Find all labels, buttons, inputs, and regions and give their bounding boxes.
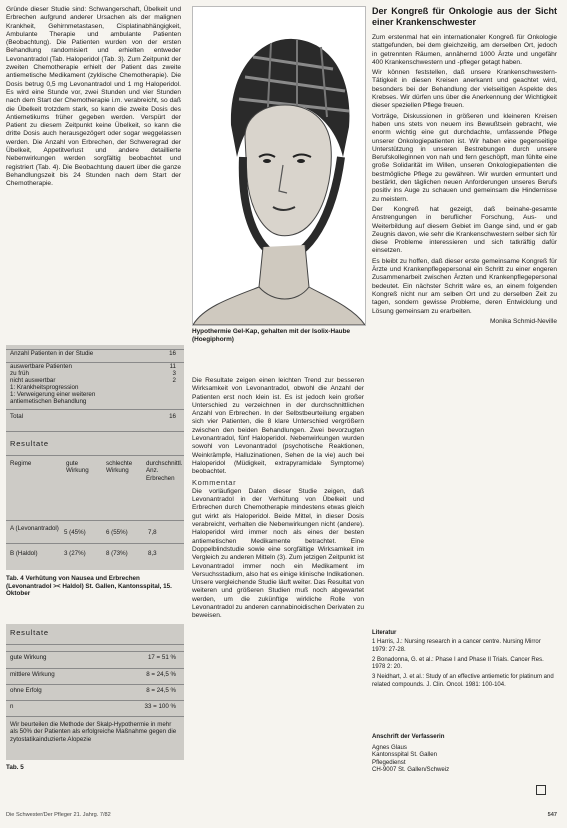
literature-heading: Literatur [372, 630, 397, 636]
right-column [372, 6, 557, 326]
table-cell: 11 [169, 363, 176, 370]
results-heading: Resultate [10, 439, 49, 448]
table-cell: 5 (45%) [64, 529, 86, 536]
table-row [10, 391, 130, 406]
right-paragraph: Vorträge, Diskussionen in größeren und kleineren Kreisen haben uns stets von neuem ins Bewußtsein gebracht, wie enorm wichtig eine gut durchdachte, umfassende Pflege unserer Onkologiepatienten ist. Wir haben eine gegenseitige Unterstützung in unseren Bestrebungen durch unsere Berufskolleginnen von nah und fern geschöpft, man fühlte eine große Solidarität im Willen, unseren Onkologiepatienten die bestmögliche Pflege zu gewähren. Wir wurden ermuntert und bestärkt, den täglichen neuen Anforderungen unseres Berufs positiv ins Auge zu schauen und gemeinsam die Hindernisse zu meistern. [372, 112, 557, 203]
table-row [6, 349, 184, 360]
column-header: schlechte Wirkung [106, 460, 133, 475]
table-cell: B (Haldol) [10, 550, 38, 557]
table-row [6, 409, 184, 420]
table-cell: gute Wirkung [10, 654, 47, 661]
table-cell: 6 (55%) [106, 529, 128, 536]
table-cell: 16 [169, 413, 176, 420]
page-number: 547 [547, 812, 557, 818]
right-paragraph: Wir können feststellen, daß unsere Krankenschwestern-Tätigkeit in diesen Kreisen anerkannt und geachtet wird, besonders bei der Behandlung der vielseitigen Aspekte des Krebses. Wir dürfen uns über die Anerkennung der Wichtigkeit dieser speziellen Pflege freuen. [372, 69, 557, 110]
table-cell: 8,3 [148, 550, 157, 557]
table-divider [6, 431, 184, 432]
middle-paragraph: Die Resultate zeigen einen leichten Trend zur besseren Wirksamkeit von Levonantradol, obwohl die Anzahl der Patienten erst noch klein ist. Es ist jedoch kein großer Unterschied zu verzeichnen in der durchschnittlichen Anzahl von Erbrechen. In der Selbstbeurteilung ergaben sich vier Patienten, die 8 klare Unterschied vergrößern zwischen den beiden Behandlungen. Zwei bevorzugten Levonantradol, fünf Haloperidol. Nebenwirkungen wurden sowohl von Levonantradol (psychotische Reaktionen, Weinkrämpfe, Halluzinationen, Sehen de la vie) auch bei Haloperidol (Müdigkeit, extrapyramidale Symptome) beobachtet. [192, 377, 364, 476]
literature-section [372, 630, 557, 692]
address-line: CH-9007 St. Gallen/Schweiz [372, 766, 450, 773]
table-divider [6, 455, 184, 456]
table-4 [6, 345, 184, 570]
table-row [6, 700, 184, 710]
table-cell: A (Levonantradol) [10, 525, 59, 532]
table-cell: Total [10, 413, 24, 420]
table-row [6, 668, 184, 678]
photo-hypothermia-cap [192, 6, 366, 326]
left-paragraph: Gründe dieser Studie sind: Schwangerschaft, Übelkeit und Erbrechen aufgrund anderer Ursachen als der malignen Krankheit, Gehirnmetastasen, Cisplatinabhängigkeit, Ambulante Therapie und ambulante Patienten (Beobachtung). Die Patienten wurden von der ersten Behandlung randomisiert und erhielten entweder Levonantradol (Tab. Haloperidol (Tab. 3). Zum Zeitpunkt der zweiten Chemotherapie erhielt der Patient das zweite antiemetische Medikament (zyklische Chemotherapie). Die Dosis betrug 0,5 mg Levonantradol und 1 mg Haloperidol. Es wird eine Stunde vor, zwei Stunden und vier Stunden nach dem Start der Chemotherapie i.m. verabreicht, so daß die Übelkeit trotzdem stark, so kann die zweite Dosis des Antiemetikums früher gegeben werden. Verspürt der Patient zu diesem Zeitpunkt keine Übelkeit, so kann die dritte Dosis auch herausgezögert oder sogar weggelassen werden. Die Anzahl von Erbrechen, der Schweregrad der Übelkeit, Appetitverlust und andere detaillierte Nebenwirkungen werden sorgfältig beobachtet und registriert (Tab. 4). Die Beobachtung dauert über die ganze Behandlungszeit bis 24 Stunden nach dem Start der Chemotherapie. [6, 6, 181, 188]
results-heading: Resultate [10, 628, 49, 637]
table-cell: 7,8 [148, 529, 157, 536]
table-4-caption: Tab. 4 Verhütung von Nausea und Erbrechen (Levonantradol >< Haldol) St. Gallen, Kantonsspital, 15. Oktober [6, 575, 172, 598]
table-cell: auswertbare Patienten [10, 363, 72, 370]
table-cell: 1: Krankheitsprogression [10, 384, 79, 391]
article-title: Der Kongreß für Onkologie aus der Sicht einer Krankenschwester [372, 6, 557, 27]
literature-item: 2 Bonadonna, G. et al.: Phase I and Phase II Trials. Cancer Res. 1978 2: 20. [372, 656, 544, 671]
address-line: Pflegedienst [372, 758, 406, 766]
table-cell: 17 = 51 % [147, 654, 176, 661]
table-cell: Anzahl Patienten in der Studie [10, 350, 94, 357]
kommentar-heading: Kommentar [192, 477, 237, 487]
table-cell: zu früh [10, 370, 29, 377]
table-5 [6, 624, 184, 760]
table-cell: ohne Erfolg [10, 687, 42, 694]
right-paragraph: Es bleibt zu hoffen, daß dieser erste gemeinsame Kongreß für Ärzte und Krankenpflegepersonal ein Schritt zu einer engeren Zusammenarbeit zwischen Ärzten und Krankenpflegepersonal bedeutet. Ein nächster Schritt wäre es, an einem folgenden Kongreß nicht nur am selben Ort und zu derselben Zeit zu tagen, sondern gewisse Probleme, deren Entwicklung und Lösung gemeinsam zu erarbeiten. [372, 257, 557, 315]
table-cell: 8 (73%) [106, 550, 128, 557]
address-line: Agnes Glaus [372, 743, 407, 751]
table-cell: n [10, 703, 14, 710]
address-line: Kantonsspital St. Gallen [372, 751, 438, 758]
table-cell: 3 [172, 370, 176, 377]
table-cell: nicht auswertbar [10, 377, 56, 384]
column-header: gute Wirkung [66, 460, 89, 475]
table-cell: 8 = 24,5 % [146, 671, 176, 678]
left-column [6, 6, 181, 191]
table-row [6, 684, 184, 694]
footer-journal: Die Schwester/Der Pfleger 21. Jahrg. 7/82 [6, 812, 111, 818]
table-divider [6, 520, 184, 521]
portrait-illustration [193, 7, 365, 325]
table-cell: 1: Verweigerung einer weiteren antiemetischen Behandlung [10, 391, 96, 406]
table-note: Wir beurteilen die Methode der Skalp-Hypothermie in mehr als 50% der Patienten als erfolgreiche Maßnahme gegen die zytostatikainduzierte Alopezie [10, 721, 177, 743]
table-cell: 3 (27%) [64, 550, 86, 557]
literature-item: 3 Neidhart, J. et al.: Study of an effective antiemetic for platinum and related compounds. J. Clin. Oncol. 1981: 100-104. [372, 674, 554, 688]
table-divider [6, 716, 184, 717]
table-5-caption: Tab. 5 [6, 764, 24, 771]
kommentar-paragraph: Die vorläufigen Daten dieser Studie zeigen, daß Levonantradol in der Verhütung von Übelkeit und Erbrechen durch Chemotherapie mindestens etwas gleich gut wirkt als Haloperidol. Beide Mittel, in dieser Dosis verabreicht, verhalten die Nebenwirkungen nicht (andere). Haloperidol wird immer noch als eines der besten antiemetischen Medikamente betrachtet. Eine Doppelblindstudie sowie eine sorgfältige Wirksamkeit im Vergleich zu anderen Mitteln (3). Zum jetzigen Zeitpunkt ist Levonantradol immer noch ein Medikament im Versuchsstadium, also hat es einige klinische Indikationen. Unsere vergleichende Studie läuft weiter. Das Resultat von weiteren und größeren Studien muß noch abgewartet werden, um die zukünftige wirkliche Rolle von Levonantradol zu anderen cannabinoidischen Derivaten zu beweisen. [192, 487, 364, 620]
table-cell: 8 = 24,5 % [146, 687, 176, 694]
right-paragraph: Zum erstenmal hat ein internationaler Kongreß für Onkologie stattgefunden, bei dem gleichzeitig, am derselben Ort, jedoch in getrennten Räumen, annähernd 1000 Ärzte und ungefähr 400 Krankenschwestern und -pfleger getagt haben. [372, 34, 557, 66]
right-paragraph: Der Kongreß hat gezeigt, daß beinahe-gesamte Anstrengungen in beruflicher Forschung, Aus- und Weiterbildung auf diesem Gebiet im Gange sind, und er gab Zeugnis davon, wie sehr die Krankenschwestern selber sich für diese Probleme interessieren und sich tatkräftig dafür einsetzen. [372, 205, 557, 255]
author-address [372, 733, 557, 774]
table-row [6, 362, 184, 372]
middle-column [192, 377, 364, 623]
table-row [6, 651, 184, 661]
table-cell: mittlere Wirkung [10, 671, 55, 678]
table-cell: 2 [172, 377, 176, 384]
article-author: Monika Schmid-Neville [489, 317, 557, 325]
end-mark-icon [536, 785, 546, 795]
table-cell: 33 = 100 % [144, 703, 176, 710]
address-heading: Anschrift der Verfasserin [372, 733, 445, 740]
photo-caption: Hypothermie Gel-Kap, gehalten mit der Isolix-Haube (Hoegiphorm) [192, 328, 351, 343]
table-divider [6, 644, 184, 645]
table-cell: 16 [169, 350, 176, 357]
literature-item: 1 Harris, J.: Nursing research in a cancer centre. Nursing Mirror 1979: 27-28. [372, 639, 541, 653]
column-header: Regime [10, 460, 32, 467]
table-divider [6, 543, 184, 544]
column-header: durchschnittl. Anz. Erbrechen [146, 460, 183, 482]
